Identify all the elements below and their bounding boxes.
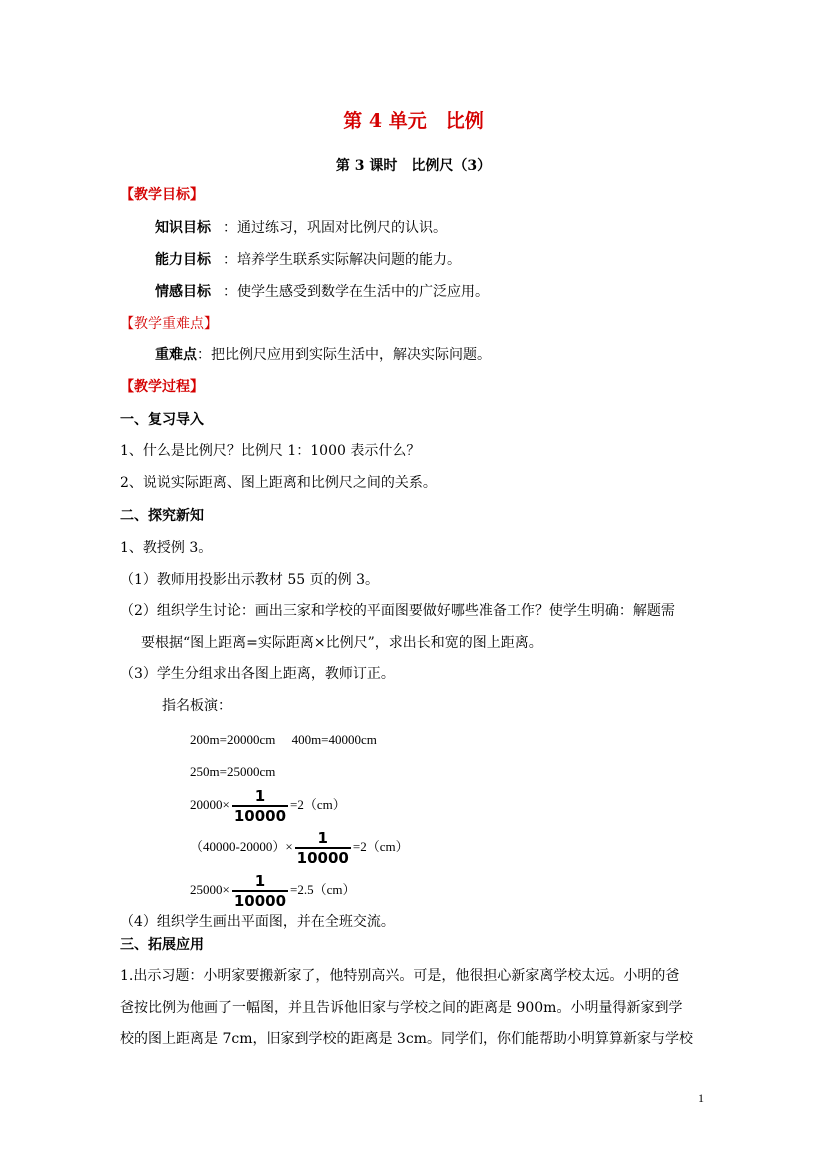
keypoint-line bbox=[155, 345, 491, 365]
part3-paragraph-line: 校的图上距离是 7cm，旧家到学校的距离是 3cm。同学们，你们能帮助小明算算新家与学校 bbox=[120, 1031, 693, 1047]
objective-label: 能力目标 bbox=[155, 252, 211, 268]
process-heading: 【教学过程】 bbox=[120, 379, 204, 395]
objective-text: ：培养学生联系实际解决问题的能力。 bbox=[223, 252, 461, 268]
objective-label: 知识目标 bbox=[155, 220, 211, 236]
objective-ability bbox=[155, 250, 461, 270]
part1-item: 2、说说实际距离、图上距离和比例尺之间的关系。 bbox=[120, 475, 437, 491]
fraction-numerator: 1 bbox=[317, 829, 328, 848]
lesson-subtitle: 第 3 课时 比例尺（3） bbox=[335, 158, 492, 174]
objective-label: 情感目标 bbox=[155, 284, 211, 300]
part1-heading: 一、复习导入 bbox=[120, 412, 204, 428]
objectives-heading: 【教学目标】 bbox=[120, 187, 204, 203]
part2-step: （1）教师用投影出示教材 55 页的例 3。 bbox=[120, 572, 379, 588]
board-label: 指名板演： bbox=[162, 698, 232, 714]
fraction bbox=[232, 872, 288, 910]
keypoint-label: 重难点 bbox=[155, 347, 197, 363]
equation-right: =2.5（cm） bbox=[290, 882, 356, 897]
fraction bbox=[295, 829, 351, 867]
fraction-numerator: 1 bbox=[254, 787, 266, 806]
equation-fraction-line bbox=[190, 826, 409, 868]
part2-step: （3）学生分组求出各图上距离，教师订正。 bbox=[120, 666, 395, 682]
objective-text: ：使学生感受到数学在生活中的广泛应用。 bbox=[223, 284, 489, 300]
equation-line: 200m=20000cm 400m=40000cm bbox=[190, 732, 377, 747]
keypoints-heading: 【教学重难点】 bbox=[120, 316, 218, 332]
keypoint-text: ：把比例尺应用到实际生活中，解决实际问题。 bbox=[197, 347, 491, 363]
part2-step: （4）组织学生画出平面图，并在全班交流。 bbox=[120, 914, 395, 930]
fraction-denominator: 10000 bbox=[296, 849, 349, 868]
equation-left: 20000× bbox=[190, 797, 230, 812]
objective-knowledge bbox=[155, 218, 447, 238]
part3-heading: 三、拓展应用 bbox=[120, 937, 204, 953]
part2-item: 1、教授例 3。 bbox=[120, 540, 213, 556]
equation-right: =2（cm） bbox=[352, 839, 409, 854]
equation-fraction-line bbox=[190, 869, 356, 911]
equation-left: 25000× bbox=[190, 882, 230, 897]
part3-paragraph-line: 1.出示习题：小明家要搬新家了，他特别高兴。可是，他很担心新家离学校太远。小明的爸 bbox=[120, 968, 680, 984]
equation-fraction-line bbox=[190, 784, 346, 826]
fraction-denominator: 10000 bbox=[233, 807, 287, 826]
objective-text: ：通过练习，巩固对比例尺的认识。 bbox=[223, 220, 447, 236]
page-number: 1 bbox=[698, 1091, 704, 1105]
part3-paragraph-line: 爸按比例为他画了一幅图，并且告诉他旧家与学校之间的距离是 900m。小明量得新家到学 bbox=[120, 1000, 683, 1016]
page-title: 第 4 单元 比例 bbox=[343, 110, 484, 132]
part2-heading: 二、探究新知 bbox=[120, 508, 204, 524]
part1-item: 1、什么是比例尺？比例尺 1：1000 表示什么？ bbox=[120, 443, 421, 459]
fraction-numerator: 1 bbox=[254, 872, 266, 891]
equation-left: （40000-20000）× bbox=[190, 839, 293, 854]
equation-right: =2（cm） bbox=[290, 797, 346, 812]
equation-line: 250m=25000cm bbox=[190, 764, 276, 779]
part2-step-cont: 要根据“图上距离=实际距离×比例尺”，求出长和宽的图上距离。 bbox=[141, 635, 543, 651]
fraction-denominator: 10000 bbox=[233, 892, 287, 911]
objective-emotion bbox=[155, 282, 489, 302]
fraction bbox=[232, 787, 288, 825]
part2-step: （2）组织学生讨论：画出三家和学校的平面图要做好哪些准备工作？使学生明确：解题需 bbox=[120, 603, 675, 619]
